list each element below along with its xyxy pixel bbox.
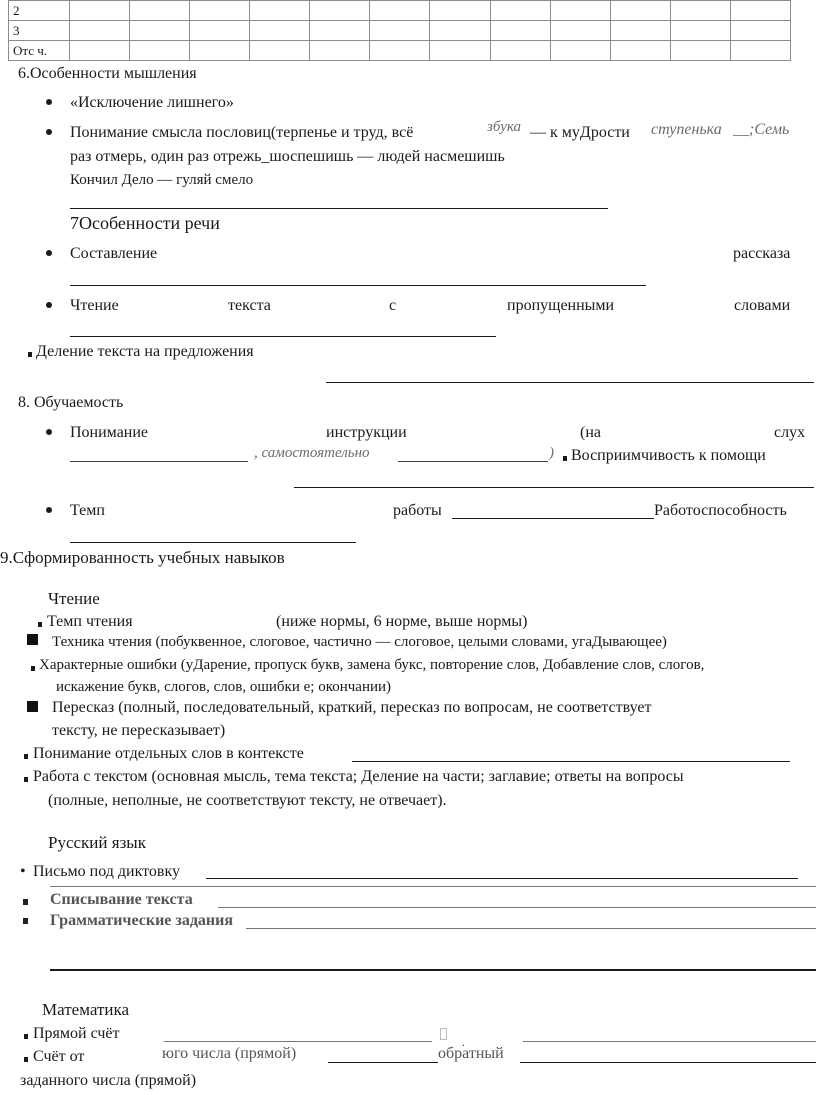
answer-line[interactable] <box>294 487 814 488</box>
bullet-icon <box>24 1057 28 1062</box>
table-cell[interactable] <box>130 21 190 41</box>
proverbs-line-2: раз отмерь, один раз отрежь_шоспешишь — людей насмешишь <box>70 148 505 165</box>
table-cell[interactable] <box>70 1 130 21</box>
table-cell[interactable] <box>430 41 490 61</box>
proverb-overlay-2: ступенька <box>651 121 722 138</box>
reading-technique-label[interactable]: Техника чтения (побуквенное, слоговое, частично — слоговое, целыми словами, угаДывающее) <box>52 634 667 650</box>
count-from-label: Счёт от <box>33 1048 85 1065</box>
proverbs-line-1b: — к муДрости <box>530 124 630 141</box>
grammar-tasks-label: Грамматические задания <box>50 912 233 929</box>
word-context-label: Понимание отдельных слов в контексте <box>33 745 304 762</box>
table-cell[interactable] <box>670 21 730 41</box>
reading-gaps-word: пропущенными <box>507 297 615 314</box>
row-label: 3 <box>9 21 70 41</box>
cursor-marker-icon <box>440 1028 447 1040</box>
table-cell[interactable] <box>130 1 190 21</box>
bullet-icon <box>27 634 38 645</box>
answer-line[interactable] <box>70 336 496 337</box>
answer-line[interactable] <box>206 878 798 879</box>
table-cell[interactable] <box>70 21 130 41</box>
bullet-icon <box>31 666 35 671</box>
proverb-overlay-1: збука <box>487 119 521 135</box>
answer-line[interactable] <box>452 518 654 519</box>
work-pace-label: Темп <box>70 502 105 519</box>
bullet-icon <box>563 456 567 461</box>
section-8-title: 8. Обучаемость <box>18 394 124 411</box>
table-cell[interactable] <box>370 41 430 61</box>
bullet-icon <box>24 1034 28 1039</box>
reading-gaps-word: текста <box>228 297 271 314</box>
answer-line[interactable] <box>50 886 816 887</box>
reading-gaps-word: с <box>389 297 397 314</box>
reading-gaps-word: словами <box>734 297 791 314</box>
table-cell[interactable] <box>610 1 670 21</box>
dictation-label: Письмо под диктовку <box>33 863 181 880</box>
math-title: Математика <box>42 1000 130 1019</box>
bullet-icon <box>28 352 32 357</box>
copying-label: Списывание текста <box>50 891 193 908</box>
reading-gaps-word: Чтение <box>70 297 119 314</box>
table-cell[interactable] <box>430 1 490 21</box>
row-label: Отс ч. <box>9 41 70 61</box>
typical-errors-line-1[interactable]: Характерные ошибки (уДарение, пропуск букв, замена букс, повторение слов, Добавление слов, слогов, <box>39 657 705 673</box>
bullet-icon <box>38 622 42 627</box>
answer-line[interactable] <box>218 907 816 908</box>
table-cell[interactable] <box>730 41 790 61</box>
bullet-icon <box>46 99 52 105</box>
table-cell[interactable] <box>490 1 550 21</box>
count-from-label-2: заданного числа (прямой) <box>20 1072 197 1089</box>
table-cell[interactable] <box>550 41 610 61</box>
answer-line[interactable] <box>523 1041 816 1042</box>
table-cell[interactable] <box>310 1 370 21</box>
table-cell[interactable] <box>670 41 730 61</box>
answer-line[interactable] <box>520 1062 816 1063</box>
bullet-icon <box>24 777 28 782</box>
story-composition-label-end: рассказа <box>733 245 791 262</box>
proverb-overlay-3: __;Семь <box>733 121 790 138</box>
table-cell[interactable] <box>310 21 370 41</box>
retelling-line-2[interactable]: тексту, не пересказывает) <box>52 722 226 739</box>
row-label: 2 <box>9 1 70 21</box>
table-row <box>9 21 791 41</box>
bullet-icon <box>46 302 52 308</box>
answer-line[interactable] <box>328 1062 438 1063</box>
answer-line[interactable] <box>50 969 816 971</box>
bullet-icon <box>27 701 38 712</box>
table-cell[interactable] <box>370 1 430 21</box>
odd-one-out-item: «Исключение лишнего» <box>70 94 234 111</box>
russian-title: Русский язык <box>48 833 146 852</box>
table-cell[interactable] <box>730 1 790 21</box>
bullet-icon <box>24 754 28 759</box>
table-cell[interactable] <box>370 21 430 41</box>
work-pace-label-2: работы <box>393 502 442 519</box>
reverse-count-label: обратный <box>438 1045 504 1062</box>
bullet-icon <box>23 899 28 905</box>
reading-pace-options[interactable]: (ниже нормы, 6 норме, выше нормы) <box>276 613 528 630</box>
table-cell[interactable] <box>550 1 610 21</box>
answer-line[interactable] <box>70 285 646 286</box>
table-cell[interactable] <box>190 21 250 41</box>
bullet-icon <box>23 918 28 924</box>
dot-mark: . <box>462 1035 465 1049</box>
table-cell[interactable] <box>130 41 190 61</box>
answer-line[interactable] <box>70 542 356 543</box>
instruction-word: инструкции <box>326 424 407 441</box>
table-row <box>9 1 791 21</box>
answer-line[interactable] <box>398 461 548 462</box>
bullet-icon: • <box>20 863 26 880</box>
table-cell[interactable] <box>190 41 250 61</box>
answer-line[interactable] <box>70 208 608 209</box>
table-cell[interactable] <box>250 1 310 21</box>
help-receptivity-label: Восприимчивость к помощи <box>571 447 766 464</box>
reading-pace-label: Темп чтения <box>47 613 133 630</box>
instruction-word: Понимание <box>70 424 149 441</box>
direct-count-label: Прямой счёт <box>33 1025 120 1042</box>
table-cell[interactable] <box>670 1 730 21</box>
bullet-icon <box>46 250 52 256</box>
work-capacity-label: Работоспособность <box>654 502 787 519</box>
proverbs-line-1a: Понимание смысла пословиц(терпенье и труд, всё <box>70 124 414 141</box>
instruction-word: слух <box>774 424 806 441</box>
table-cell[interactable] <box>730 21 790 41</box>
answer-line[interactable] <box>352 761 790 762</box>
table-row <box>9 41 791 61</box>
table-cell[interactable] <box>430 21 490 41</box>
text-work-line-2[interactable]: (полные, неполные, не соответствуют тексту, не отвечает). <box>48 792 447 809</box>
bullet-icon <box>46 507 52 513</box>
results-table <box>8 0 791 61</box>
count-from-overlay: юго числа (прямой) <box>162 1045 297 1062</box>
text-work-line-1[interactable]: Работа с текстом (основная мысль, тема текста; Деление на части; заглавие; ответы на вопросы <box>33 768 684 785</box>
answer-line[interactable] <box>70 461 248 462</box>
retelling-line-1[interactable]: Пересказ (полный, последовательный, краткий, пересказ по вопросам, не соответствует <box>52 699 652 716</box>
table-cell[interactable] <box>490 21 550 41</box>
sentence-division-label: Деление текста на предложения <box>36 343 254 360</box>
instruction-overlay: , самостоятельно <box>254 445 370 461</box>
table-cell[interactable] <box>610 21 670 41</box>
answer-line[interactable] <box>246 928 816 929</box>
table-cell[interactable] <box>310 41 370 61</box>
table-cell[interactable] <box>70 41 130 61</box>
answer-line[interactable] <box>164 1041 432 1042</box>
answer-line[interactable] <box>326 382 814 383</box>
typical-errors-line-2[interactable]: искажение букв, слогов, слов, ошибки е; окончании) <box>56 679 392 695</box>
table-cell[interactable] <box>190 1 250 21</box>
instruction-close-paren: ) <box>549 445 554 461</box>
section-9-title: 9.Сформированность учебных навыков <box>0 548 285 567</box>
table-cell[interactable] <box>610 41 670 61</box>
table-cell[interactable] <box>250 41 310 61</box>
table-cell[interactable] <box>490 41 550 61</box>
bullet-icon <box>46 129 52 135</box>
instruction-word: (на <box>580 424 601 441</box>
table-cell[interactable] <box>250 21 310 41</box>
story-composition-label: Составление <box>70 245 158 262</box>
bullet-icon <box>46 429 52 435</box>
section-6-title: 6.Особенности мышления <box>18 65 197 82</box>
reading-title: Чтение <box>48 589 100 608</box>
proverbs-line-3: Кончил Дело — гуляй смело <box>70 172 254 188</box>
table-cell[interactable] <box>550 21 610 41</box>
section-7-title: 7Особенности речи <box>70 213 220 233</box>
